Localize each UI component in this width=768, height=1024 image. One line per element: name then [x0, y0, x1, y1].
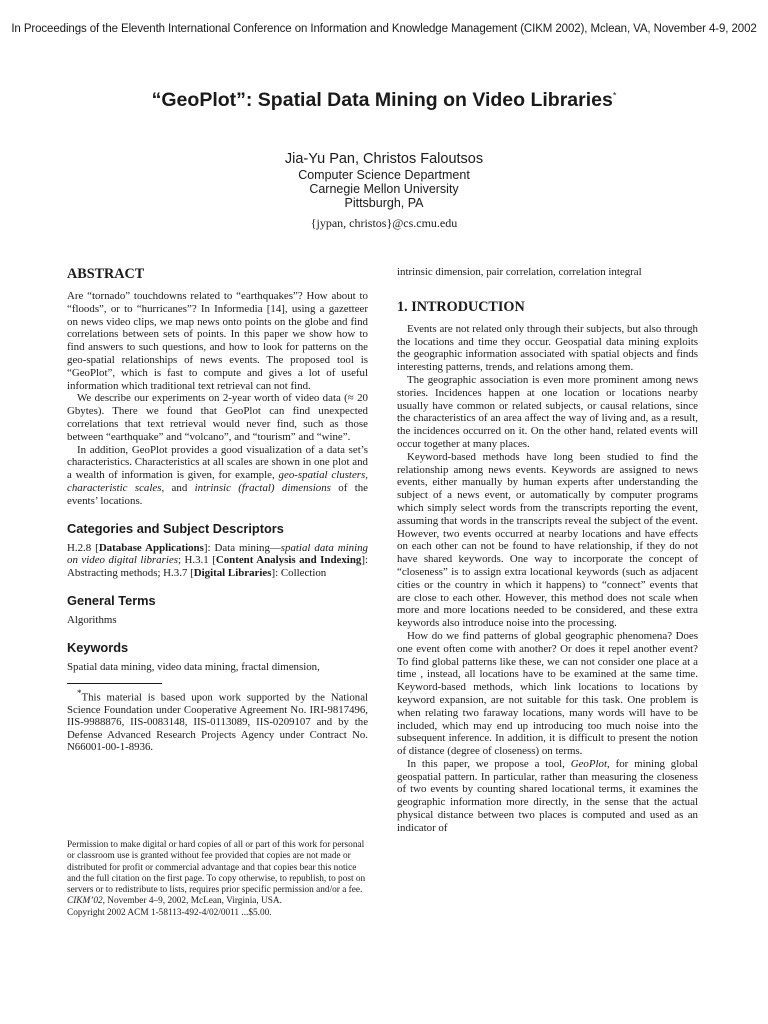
categories-text-4: ]: Abstracting methods; H.3.7 [: [67, 554, 368, 580]
abstract-paragraph-3: [67, 444, 368, 508]
author-department: Computer Science Department: [298, 168, 470, 182]
categories-bold-2: Content Analysis and Indexing: [215, 554, 362, 567]
abstract-p3-emphasis-a: geo-spatial clusters, characteristic scales,: [67, 469, 368, 494]
intro-p5-text-a: In this paper, we propose a tool,: [407, 757, 571, 770]
keywords-heading: Keywords: [67, 639, 129, 655]
categories-emphasis: spatial data mining on video digital libraries: [67, 541, 369, 567]
abstract-paragraph-1: Are “tornado” touchdowns related to “earthquakes”? How about to “floods”, or to “hurricanes”? In Informedia [14], using a gazetteer on news video clips, we map news onto points on the globe and find correlations between sets of points. In this paper we show how to find answers to such questions, and how to look for patterns on the geo-spatial relationships of news events. The proposed tool is “GeoPlot”, which is fast to compute and gives a lot of useful information which traditional text retrieval can not find.: [67, 290, 368, 392]
categories-text-3: ; H.3.1 [: [177, 554, 216, 567]
proceedings-header: In Proceedings of the Eleventh International Conference on Information and Knowledge Management (CIKM 2002), Mclean, VA, November 4-9, 2002: [11, 23, 757, 35]
right-column: [397, 266, 698, 835]
conference-details: November 4–9, 2002, McLean, Virginia, USA.: [104, 896, 282, 907]
paper-title-text: “GeoPlot”: Spatial Data Mining on Video Libraries: [151, 89, 613, 111]
footnote-rule: [67, 683, 162, 684]
categories-text-2: ]: Data mining—: [203, 541, 281, 554]
conference-name: CIKM’02,: [67, 896, 105, 907]
copyright-line: Copyright 2002 ACM 1-58113-492-4/02/0011 ...$5.00.: [67, 907, 272, 918]
intro-paragraph-3: Keyword-based methods have long been studied to find the relationship among news events. Keywords are assigned to news events, either manually by human experts after understanding the subject of a news event, or automatically by computer programs which simply select words from the transcripts reporting the event, assuming that words in the transcripts reveal the subject of the event. However, two events occurred at nearby locations and have effects on each other can not be found to have relationship, if they do not have shared keywords. One way to incorporate the concept of “closeness” is to assign extra locational keywords (such as adjacent cities or the country in which it happens) to “connect” events that are close to each other. However, this method does not scale when more and more locations needed to be considered, and these extra keywords also introduce noise into the processing.: [397, 450, 698, 630]
permission-text: Permission to make digital or hard copies of all or part of this work for personal or classroom use is granted without fee provided that copies are not made or distributed for profit or commercial advantage and that copies bear this notice and the full citation on the first page. To copy otherwise, to republish, to post on servers or to redistribute to lists, requires prior specific permission and/or a fee.: [67, 840, 366, 896]
general-terms-heading: General Terms: [67, 592, 156, 608]
author-names: Jia-Yu Pan, Christos Faloutsos: [284, 151, 484, 167]
intro-paragraph-5: [397, 758, 698, 835]
intro-p5-text-b: , for mining global geospatial pattern. In particular, rather than measuring the closeness of two events by counting shared locational terms, it examines the geographic information more directly, in the sense that the actual physical distance between two places is computed and used as an indicator of: [397, 757, 699, 834]
categories-text: [67, 542, 368, 580]
introduction-heading: 1. INTRODUCTION: [397, 298, 525, 315]
author-city: Pittsburgh, PA: [344, 196, 424, 210]
permission-notice: [67, 840, 368, 919]
abstract-p3-emphasis-b: intrinsic (fractal) dimensions: [194, 481, 331, 494]
abstract-p3-text-a: In addition, GeoPlot provides a good visualization of a data set’s characteristics. Characteristics at all scales are shown in one plot and a wealth of information is given, for example,: [67, 443, 368, 482]
general-terms-text: Algorithms: [67, 613, 117, 626]
categories-bold-3: Digital Libraries: [193, 567, 272, 580]
categories-text-1: H.2.8 [: [67, 541, 99, 554]
categories-heading: Categories and Subject Descriptors: [67, 520, 284, 536]
intro-paragraph-4: How do we find patterns of global geographic phenomena? Does one event often come with another? Or does it repel another event? To find global patterns like these, we can not consider one place at a time , instead, all locations have to be examined at the same time. Keyword-based methods, which link locations to locations by keyword expansion, are not suitable for this task. One problem is when relating two faraway locations, many words will have to be included, which may end up introducing too much noise into the subsequent inference. In addition, it is difficult to present the notion of distance (degree of closeness) on terms.: [397, 629, 698, 758]
categories-bold-1: Database Applications: [98, 541, 204, 554]
keywords-text: Spatial data mining, video data mining, fractal dimension,: [67, 660, 320, 673]
abstract-p3-text-c: of the events’ locations.: [67, 481, 368, 507]
left-column: [67, 266, 368, 754]
title-footnote-mark: *: [612, 90, 617, 101]
author-email: {jypan, christos}@cs.cmu.edu: [310, 216, 458, 230]
abstract-heading: ABSTRACT: [67, 266, 145, 282]
keywords-continued: intrinsic dimension, pair correlation, correlation integral: [397, 266, 642, 278]
categories-text-5: ]: Collection: [271, 567, 327, 580]
intro-p5-emphasis: GeoPlot: [570, 757, 608, 770]
title-footnote: [67, 687, 368, 754]
intro-paragraph-1: Events are not related only through their subjects, but also through the locations and time they occur. Geospatial data mining exploits the geographic information associated with spatial objects and finds interesting patterns, trends, and relations among them.: [397, 322, 698, 374]
abstract-p3-text-b: and: [164, 481, 195, 494]
footnote-text: This material is based upon work supported by the National Science Foundation under Cooperative Agreement No. IRI-9817496, IIS-9988876, IIS-0083148, IIS-0113089, IIS-0209107 and by the Defense Advanced Research Projects Agency under Contract No. N66001-00-1-8936.: [67, 691, 368, 754]
abstract-paragraph-2: We describe our experiments on 2-year worth of video data (≈ 20 Gbytes). There we found that GeoPlot can find unexpected correlations that text retrieval would never find, such as those between “earthquake” and “volcano”, and “tourism” and “wine”.: [67, 392, 368, 443]
author-university: Carnegie Mellon University: [309, 182, 459, 196]
paper-title: [0, 89, 768, 112]
conference-line: [67, 896, 368, 907]
author-block: [0, 150, 768, 231]
intro-paragraph-2: The geographic association is even more prominent among news stories. Incidences happen at one location or locations nearby usually have common or related subjects, or causal relations, since the characteristics of an area affect the way of living and, as a result, the incidences occurred on it. On the other hand, related events will occur together at many places.: [397, 373, 698, 450]
footnote-mark: *: [77, 687, 82, 698]
